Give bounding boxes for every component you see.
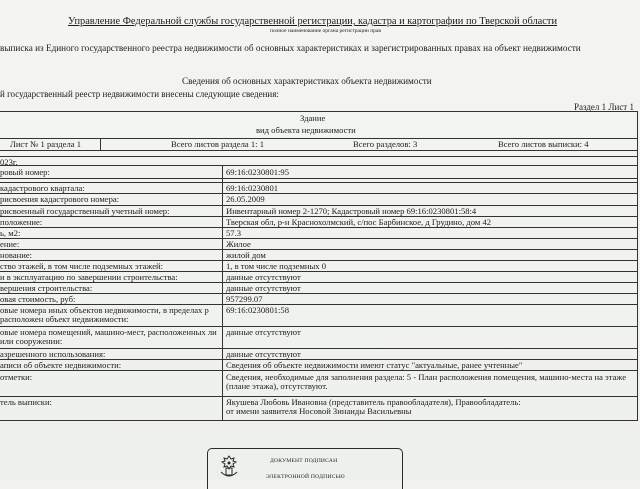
total-extract-sheets: Всего листов выписки: 4 xyxy=(498,139,589,149)
row-label: нование: xyxy=(0,250,33,260)
row-value: 26.05.2009 xyxy=(226,194,265,204)
grid-line xyxy=(0,156,638,157)
grid-line xyxy=(0,150,638,151)
row-label: вершения строительства: xyxy=(0,283,93,293)
row-value: 1, в том числе подземных 0 xyxy=(226,261,327,271)
grid-line xyxy=(0,370,638,371)
organization-name: Управление Федеральной службы государственной регистрации, кадастра и картографии по Тверской области xyxy=(68,16,558,27)
grid-line xyxy=(0,282,638,283)
row-value: Сведения об объекте недвижимости имеют статус "актуальные, ранее учтенные" xyxy=(226,360,523,370)
row-label: отметки: xyxy=(0,372,33,382)
grid-line xyxy=(0,249,638,250)
russian-eagle-emblem-icon xyxy=(217,454,241,480)
row-value: Тверская обл, р-н Краснохолмский, с/пос Барбинское, д Грудино, дом 42 xyxy=(226,217,492,227)
row-label: ровый номер: xyxy=(0,167,50,177)
object-type-caption: вид объекта недвижимости xyxy=(256,125,356,135)
stamp-line-2: ЭЛЕКТРОННОЙ ПОДПИСЬЮ xyxy=(266,474,345,480)
grid-line xyxy=(0,420,638,421)
row-label: ение: xyxy=(0,239,20,249)
total-razdels: Всего разделов: 3 xyxy=(353,139,418,149)
row-label: положение: xyxy=(0,217,43,227)
row-value: данные отсутствуют xyxy=(226,283,301,293)
row-label: и в эксплуатацию по завершении строительства: xyxy=(0,272,178,282)
grid-line xyxy=(0,111,638,112)
sheet-number: Лист № 1 раздела 1 xyxy=(10,139,82,149)
row-label: овые номера иных объектов недвижимости, в пределах р расположен объект недвижимости: xyxy=(0,305,209,324)
row-value: данные отсутствуют xyxy=(226,327,301,337)
grid-line xyxy=(637,111,638,165)
electronic-signature-stamp xyxy=(207,448,403,489)
row-label: азрешенного использования: xyxy=(0,349,106,359)
razdel-list-label: Раздел 1 Лист 1 xyxy=(573,102,634,112)
row-value: 69:16:0230801 xyxy=(226,183,279,193)
row-value: Якушева Любовь Ивановна (представитель правообладателя), Правообладатель: от имени заявителя Носовой Зинаиды Васильевны xyxy=(226,397,521,416)
row-value: Сведения, необходимые для заполнения раздела: 5 - План расположения помещения, машино-места на этаже (плане этажа), отсутствуют. xyxy=(226,372,627,391)
row-label: тель выписки: xyxy=(0,397,52,407)
row-value: Жилое xyxy=(226,239,251,249)
section-intro: й государственный реестр недвижимости внесены следующие сведения: xyxy=(0,89,279,99)
total-sheets-razdel: Всего листов раздела 1: 1 xyxy=(171,139,264,149)
document-title: выписка из Единого государственного реестра недвижимости об основных характеристиках и зарегистрированных правах на объект недвижимости xyxy=(0,43,581,53)
grid-line xyxy=(0,238,638,239)
organization-subcaption: полное наименование органа регистрации прав xyxy=(270,28,381,34)
row-label: ство этажей, в том числе подземных этажей: xyxy=(0,261,164,271)
row-label: ь, м2: xyxy=(0,228,21,238)
row-value: жилой дом xyxy=(226,250,266,260)
row-label: рисвоенный государственный учетный номер: xyxy=(0,206,170,216)
row-value: 69:16:0230801:58 xyxy=(226,305,290,315)
row-value: данные отсутствуют xyxy=(226,272,301,282)
row-label: рисвоения кадастрового номера: xyxy=(0,194,120,204)
row-label: овая стоимость, руб: xyxy=(0,294,76,304)
stamp-line-1: ДОКУМЕНТ ПОДПИСАН xyxy=(270,458,338,464)
grid-line xyxy=(0,165,638,166)
grid-line xyxy=(0,178,638,179)
row-label: аписи об объекте недвижимости: xyxy=(0,360,122,370)
row-value: 57.3 xyxy=(226,228,242,238)
row-value: 957299.07 xyxy=(226,294,263,304)
row-value: данные отсутствуют xyxy=(226,349,301,359)
grid-line xyxy=(0,293,638,294)
row-label: овые номера помещений, машино-мест, расположенных ли или сооружении: xyxy=(0,327,217,346)
row-value: Инвентарный номер 2-1270; Кадастровый номер 69:16:0230801:58:4 xyxy=(226,206,477,216)
row-value: 69:16:0230801:95 xyxy=(226,167,290,177)
object-type: Здание xyxy=(300,113,326,123)
grid-line xyxy=(100,138,101,150)
section-title: Сведения об основных характеристиках объекта недвижимости xyxy=(182,76,432,86)
extract-date: 023г. xyxy=(0,157,18,167)
row-label: кадастрового квартала: xyxy=(0,183,85,193)
grid-line xyxy=(0,227,638,228)
grid-line xyxy=(0,182,638,183)
